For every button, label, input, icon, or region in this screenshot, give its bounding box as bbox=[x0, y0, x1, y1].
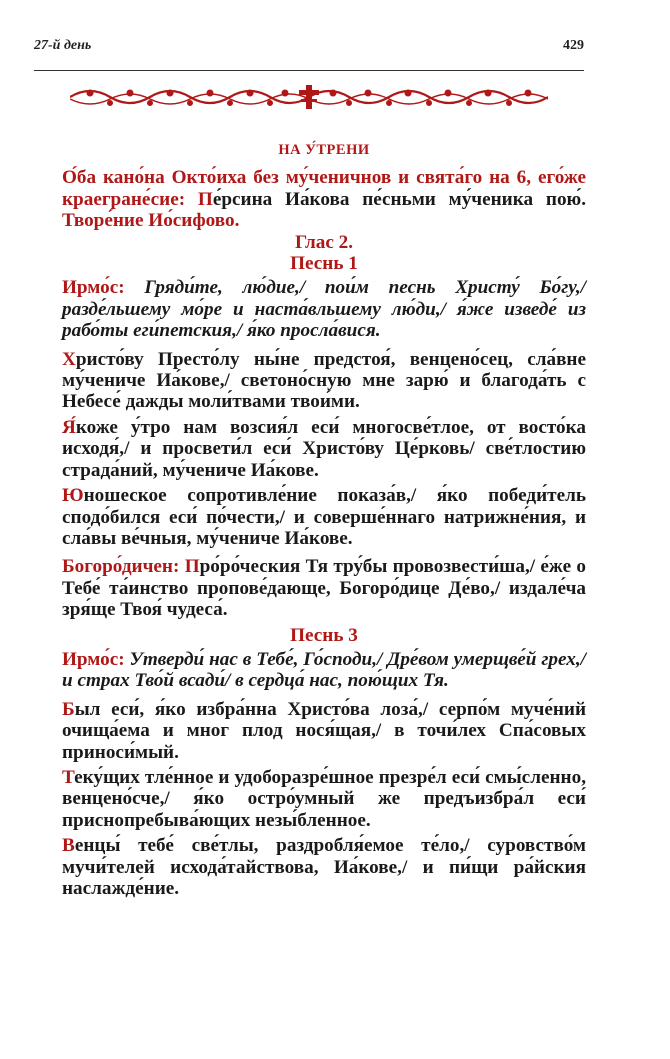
troparion-initial: Т bbox=[62, 766, 75, 788]
section-title: НА У́ТРЕНИ bbox=[278, 142, 370, 158]
troparion-initial: Я́ bbox=[62, 416, 76, 438]
troparion-text: ыл еси́, я́ко избра́нна Христо́ва лоза́,/ серпо́м муче́ний очища́ема и мног плод нося́щая,/ в точи́лех Спа́совых приноси́мый. bbox=[62, 698, 586, 763]
troparion-initial: Х bbox=[62, 348, 76, 370]
floral-ornament-icon bbox=[70, 85, 548, 109]
troparion-text: ристо́ву Престо́лу ны́не предстоя́, венцено́сец, сла́вне му́чениче Иа́кове,/ светоно́сную мне зарю́ и благода́ть с Небесе́ дажды моли́твами твои́ми. bbox=[62, 348, 586, 413]
hirmos-label: Ирмо́с: bbox=[62, 277, 125, 299]
troparion-text: коже у́тро нам возсия́л еси́ многосве́тлое, от восто́ка исходя́,/ и просвети́л еси́ Христо́ву Це́рковь/ све́тлостию страда́ний, му́чениче Иа́кове. bbox=[62, 416, 586, 481]
tone-heading: Глас 2. bbox=[294, 231, 354, 253]
troparion bbox=[62, 699, 586, 763]
header-rule bbox=[34, 70, 584, 71]
author-credit: Творе́ние Ио́сифово. bbox=[62, 210, 240, 232]
hirmos-text: Гряди́те, лю́дие,/ пои́м песнь Христу́ Бо́гу,/ разде́льшему мо́ре и наста́вльшему лю́ди,/ я́же изведе́ из рабо́ты еги́петския,/ я́ко просла́вися. bbox=[62, 277, 586, 342]
ode3-heading: Песнь 3 bbox=[290, 624, 358, 646]
theotokion-text: ро́ро́ческия Тя тру́бы провозвести́ша,/ е́же о Тебе́ та́инство пропове́дающе, Богоро́дице Де́во,/ издале́ча зря́ще Твоя́ чудеса́. bbox=[62, 556, 587, 621]
acrostic-text: е́рсина Иа́кова пе́сньми му́ченика пою́. bbox=[212, 188, 586, 210]
troparion bbox=[62, 485, 586, 549]
troparion-initial: В bbox=[62, 835, 75, 857]
troparion-text: ношеское сопротивле́ние показа́в,/ я́ко победи́тель сподо́бился еси́ по́чести,/ и соверше́ннаго натрижне́ния, и сла́вы ве́чныя, му́чениче Иа́кове. bbox=[62, 485, 586, 549]
running-head-day: 27-й день bbox=[34, 38, 92, 53]
hirmos-label: Ирмо́с: bbox=[62, 648, 125, 670]
theotokion-label: Богоро́дичен: bbox=[62, 556, 180, 578]
troparion-text: еку́щих тле́нное и удоборазре́шное презре́л еси́ смы́сленно, венцено́сче,/ я́ко остро́умный же предъизбра́л еси́ приснопребыва́ющих незы́бленное. bbox=[62, 766, 586, 831]
troparion bbox=[62, 835, 586, 899]
rubric-red-text: О́ба кано́на Окто́иха без му́ченичнов и свята́го на 6, его́же краегране́сие: bbox=[62, 167, 586, 210]
troparion-initial: Ю bbox=[62, 485, 84, 507]
theotokion bbox=[62, 556, 586, 620]
troparion bbox=[62, 417, 586, 481]
page-number: 429 bbox=[563, 38, 584, 53]
ode3-hirmos bbox=[62, 649, 586, 692]
troparion bbox=[62, 349, 586, 413]
main-text bbox=[62, 140, 586, 899]
hirmos-text: Утверди́ нас в Тебе́, Го́споди,/ Дре́вом умерщве́й грех,/ и страх Тво́й всади́/ в сердца́ нас, пою́щих Тя. bbox=[62, 648, 587, 692]
troparion-text: енцы́ тебе́ све́тлы, раздробля́емое те́ло,/ суровство́м мучи́телей исхода́тайствова, Иа́кове,/ и пи́щи ра́йския наслажде́ние. bbox=[62, 835, 586, 899]
ode1-hirmos bbox=[62, 277, 586, 341]
theotokion-initial: П bbox=[184, 556, 200, 578]
canon-rubric bbox=[62, 167, 586, 231]
troparion-initial: Б bbox=[62, 698, 75, 720]
ode1-heading: Песнь 1 bbox=[290, 253, 358, 275]
troparion bbox=[62, 767, 586, 831]
running-head bbox=[34, 38, 584, 54]
acrostic-initial: П bbox=[197, 188, 213, 210]
